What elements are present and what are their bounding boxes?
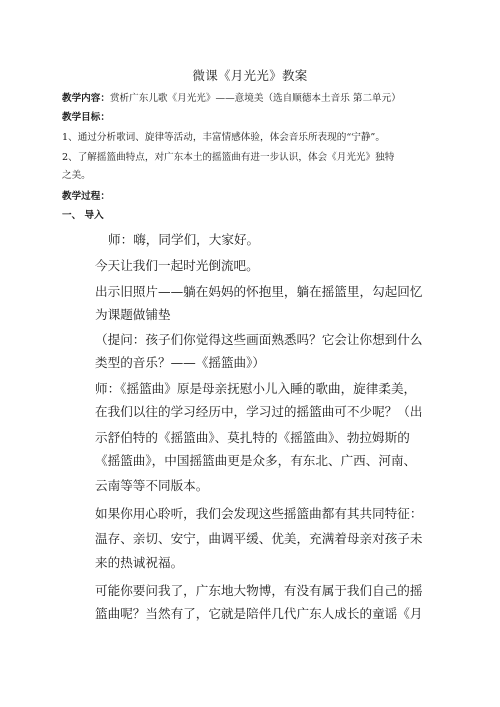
body-paragraph: 可能你要问我了，广东地大物博，有没有属于我们自己的摇 xyxy=(95,583,423,598)
body-paragraph: 篮曲呢？当然有了，它就是陪伴几代广东人成长的童谣《月 xyxy=(95,606,423,621)
teaching-content-label: 教学内容： xyxy=(62,93,110,104)
body-paragraph: 示舒伯特的《摇篮曲》、莫扎特的《摇篮曲》、勃拉姆斯的 xyxy=(95,430,410,445)
body-paragraph: 为课题做铺垫 xyxy=(95,307,171,322)
teaching-process-heading: 教学过程： xyxy=(62,191,110,202)
body-paragraph: 《摇篮曲》，中国摇篮曲更是众多，有东北、广西、河南、 xyxy=(95,453,417,468)
body-paragraph: 师：嗨，同学们，大家好。 xyxy=(108,232,260,247)
teaching-goals-heading: 教学目标： xyxy=(62,112,110,123)
body-paragraph: 温存、亲切、安宁，曲调平缓、优美，充满着母亲对孩子未 xyxy=(95,531,423,546)
section-heading-intro: 一、 导入 xyxy=(62,210,104,221)
teaching-content-text: 赏析广东儿歌《月光光》——意境美（选自顺德本土音乐 第二单元） xyxy=(109,93,401,104)
body-paragraph: 来的热诚祝福。 xyxy=(95,555,184,570)
teaching-goal-2-line-1: 2、了解摇篮曲特点，对广东本土的摇篮曲有进一步认识，体会《月光光》独特 xyxy=(62,152,395,163)
body-paragraph: （提问：孩子们你觉得这些画面熟悉吗？它会让你想到什么 xyxy=(95,332,423,347)
teaching-content-line xyxy=(62,92,401,105)
body-paragraph: 在我们以往的学习经历中，学习过的摇篮曲可不少呢？（出 xyxy=(95,404,423,419)
teaching-goal-2-line-2: 之美。 xyxy=(62,170,91,181)
body-paragraph: 类型的音乐？——《摇篮曲》） xyxy=(95,355,266,370)
body-paragraph: 如果你用心聆听，我们会发现这些摇篮曲都有其共同特征： xyxy=(95,506,423,521)
body-paragraph: 今天让我们一起时光倒流吧。 xyxy=(95,258,259,273)
body-paragraph: 师：《摇篮曲》原是母亲抚慰小儿入睡的歌曲，旋律柔美， xyxy=(95,381,417,396)
page-title: 微课《月光光》教案 xyxy=(192,68,308,83)
teaching-goal-1: 1、通过分析歌词、旋律等活动，丰富情感体验，体会音乐所表现的“宁静”。 xyxy=(62,132,385,143)
body-paragraph: 出示旧照片——躺在妈妈的怀抱里，躺在摇篮里，勾起回忆 xyxy=(95,284,423,299)
body-paragraph: 云南等等不同版本。 xyxy=(95,478,209,493)
